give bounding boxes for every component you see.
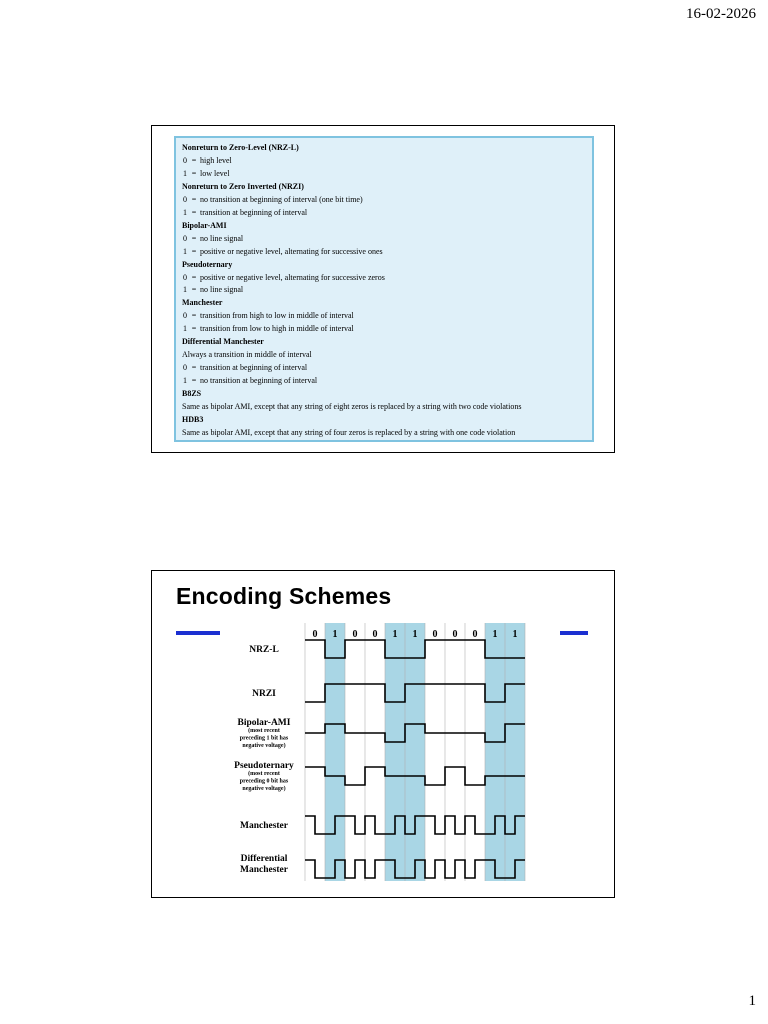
encoding-rule — [182, 310, 586, 323]
rule-bit: 1 — [183, 376, 187, 386]
signal-note: (most recent — [248, 771, 280, 777]
rule-text: positive or negative level, alternating for successive zeros — [200, 272, 385, 282]
section-title: HDB3 — [182, 415, 204, 425]
slide-encoding-schemes — [151, 570, 615, 898]
page-number: 1 — [748, 993, 756, 1009]
page-date: 16-02-2026 — [686, 6, 756, 22]
signal-note: preceding 1 bit has — [239, 735, 289, 742]
rule-text: transition from low to high in middle of interval — [200, 324, 354, 334]
equals-sign: = — [191, 376, 197, 386]
signal-note: negative voltage) — [242, 786, 286, 792]
bit-label: 1 — [512, 629, 518, 640]
section-title: Differential Manchester — [182, 337, 264, 347]
equals-sign: = — [191, 155, 197, 165]
section-title: Nonreturn to Zero-Level (NRZ-L) — [182, 143, 299, 152]
bit-label: 0 — [472, 629, 478, 640]
equals-sign: = — [191, 324, 197, 334]
rule-text: no transition at beginning of interval — [200, 376, 318, 386]
equals-sign: = — [191, 194, 197, 204]
bit-one-column — [485, 623, 505, 881]
rule-text: positive or negative level, alternating for successive ones — [200, 246, 383, 256]
rule-text: transition at beginning of interval — [200, 363, 308, 373]
rule-bit: 1 — [183, 207, 187, 217]
bit-one-column — [505, 623, 525, 881]
signal-name: Manchester — [239, 821, 289, 831]
bit-label: 0 — [372, 629, 378, 640]
rule-bit: 0 — [183, 311, 187, 321]
encoding-rule — [182, 207, 586, 220]
rule-bit: 0 — [183, 363, 187, 373]
bit-label: 0 — [452, 629, 458, 640]
rule-text: transition at beginning of interval — [200, 207, 308, 217]
signal-name: NRZI — [252, 689, 276, 699]
encoding-rule — [182, 246, 586, 259]
rule-bit: 0 — [183, 272, 187, 282]
rule-text: no transition at beginning of interval (one bit time) — [200, 194, 363, 204]
encoding-rule — [182, 272, 586, 285]
section-title: Nonreturn to Zero Inverted (NRZI) — [182, 181, 304, 191]
rule-bit: 1 — [183, 168, 187, 178]
bit-label: 1 — [392, 629, 398, 640]
bit-label: 0 — [432, 629, 438, 640]
encoding-rule — [182, 375, 586, 388]
equals-sign: = — [191, 246, 197, 256]
rule-text: no line signal — [200, 285, 244, 295]
signal-note: negative voltage) — [242, 743, 286, 749]
rule-text: high level — [200, 155, 232, 165]
signal-name: Differential — [240, 854, 288, 864]
signal-name: NRZ-L — [249, 645, 279, 655]
rule-bit: 1 — [183, 285, 187, 295]
slide-encoding-definitions — [151, 125, 615, 453]
rule-bit: 1 — [183, 246, 187, 256]
bit-label: 0 — [312, 629, 318, 640]
signal-note: preceding 0 bit has — [239, 778, 289, 785]
equals-sign: = — [191, 285, 197, 295]
section-title: Manchester — [182, 298, 223, 308]
encoding-definitions-table — [174, 136, 594, 442]
section-description: Always a transition in middle of interval — [182, 350, 312, 360]
bit-one-column — [385, 623, 405, 881]
bit-label: 1 — [492, 629, 498, 640]
encoding-rule — [182, 233, 586, 246]
encoding-rule — [182, 323, 586, 336]
signal-name: Pseudoternary — [234, 761, 294, 771]
rule-text: no line signal — [200, 233, 244, 243]
signal-note: (most recent — [248, 728, 280, 734]
bit-label: 1 — [332, 629, 338, 640]
section-title: Bipolar-AMI — [182, 220, 227, 230]
rule-text: low level — [200, 168, 230, 178]
rule-bit: 0 — [183, 233, 187, 243]
equals-sign: = — [191, 233, 197, 243]
rule-text: transition from high to low in middle of interval — [200, 311, 354, 321]
bit-label: 1 — [412, 629, 418, 640]
bit-one-column — [325, 623, 345, 881]
rule-bit: 0 — [183, 155, 187, 165]
section-title: B8ZS — [182, 389, 202, 399]
bit-one-column — [405, 623, 425, 881]
encoding-waveform-diagram — [152, 571, 616, 899]
encoding-rule — [182, 168, 586, 181]
encoding-rule — [182, 362, 586, 375]
equals-sign: = — [191, 311, 197, 321]
rule-bit: 0 — [183, 194, 187, 204]
signal-name: Bipolar-AMI — [237, 718, 291, 728]
equals-sign: = — [191, 363, 197, 373]
equals-sign: = — [191, 168, 197, 178]
section-title: Pseudoternary — [182, 259, 233, 269]
equals-sign: = — [191, 207, 197, 217]
slide-title: Encoding Schemes — [176, 583, 392, 609]
rule-bit: 1 — [183, 324, 187, 334]
equals-sign: = — [191, 272, 197, 282]
encoding-rule — [182, 155, 586, 168]
signal-note: Manchester — [239, 865, 289, 875]
encoding-rule — [182, 194, 586, 207]
section-description: Same as bipolar AMI, except that any string of four zeros is replaced by a string with one code violation — [182, 427, 516, 437]
bit-label: 0 — [352, 629, 358, 640]
section-description: Same as bipolar AMI, except that any string of eight zeros is replaced by a string with two code violations — [182, 402, 522, 412]
encoding-rule — [182, 284, 586, 297]
